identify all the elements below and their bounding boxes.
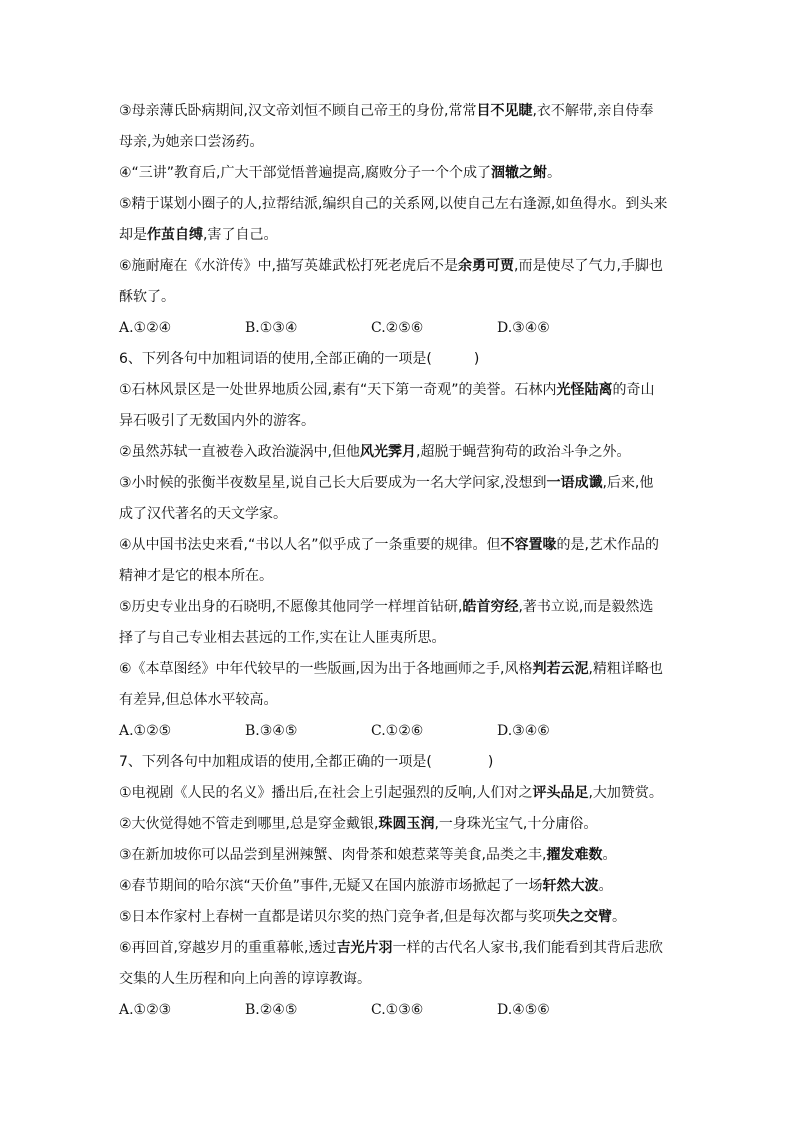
bold-idiom: 珠圆玉润	[378, 816, 435, 832]
text-span: 的是,艺术作品的	[556, 537, 659, 553]
text-span: ③母亲薄氏卧病期间,汉文帝刘恒不顾自己帝王的身份,常常	[119, 103, 477, 119]
q6-sentence-5-line-2: 择了与自己专业相去甚远的工作,实在让人匪夷所思。	[119, 630, 446, 646]
text-span: ,精粗详略也	[588, 661, 663, 677]
bold-idiom: 风光霁月	[360, 444, 416, 460]
bold-idiom: 作茧自缚	[147, 227, 203, 243]
text-span: ,而是使尽了气力,手脚也	[514, 258, 663, 274]
q5-option-b: B.①③④	[245, 320, 298, 336]
text-span: ⑤日本作家村上春树一直都是诺贝尔奖的热门竞争者,但是每次都与奖项	[119, 909, 556, 925]
q6-option-d: D.③④⑥	[497, 723, 550, 739]
q7-option-c: C.①③⑥	[371, 1002, 424, 1018]
q7-option-a: A.①②③	[119, 1002, 172, 1018]
text-span: 。	[612, 909, 626, 925]
q6-sentence-5-line-1	[119, 592, 679, 623]
q6-option-c: C.①②⑥	[371, 723, 424, 739]
q7-option-b: B.②④⑤	[245, 1002, 298, 1018]
text-span: ④“三讲”教育后,广大干部觉悟普遍提高,腐败分子一个个成了	[119, 165, 491, 181]
text-span: ①石林风景区是一处世界地质公园,素有“天下第一奇观”的美誉。石林内	[119, 382, 557, 398]
q5-option-a: A.①②④	[119, 320, 172, 336]
q5-sentence-6-line-1	[119, 251, 679, 282]
q7-sentence-4-line-1	[119, 871, 679, 902]
q6-sentence-2-line-1	[119, 437, 679, 468]
text-span: 。	[602, 847, 617, 863]
text-span: ③小时候的张衡半夜数星星,说自己长大后要成为一名大学问家,没想到	[119, 475, 547, 491]
q7-option-d: D.④⑤⑥	[497, 1002, 550, 1018]
q6-option-a: A.①②⑤	[119, 723, 172, 739]
text-span: 却是	[119, 227, 147, 243]
bold-idiom: 评头品足	[532, 785, 589, 801]
q7-sentence-3-line-1	[119, 840, 679, 871]
q5-sentence-4-line-1	[119, 158, 679, 189]
bold-idiom: 擢发难数	[546, 847, 603, 863]
bold-idiom: 判若云泥	[532, 661, 589, 677]
q5-sentence-6-line-2: 酥软了。	[119, 289, 175, 305]
text-span: ⑥《本草图经》中年代较早的一些版画,因为出于各地画师之手,风格	[119, 661, 533, 677]
bold-idiom: 失之交臂	[556, 909, 612, 925]
bold-idiom: 余勇可贾	[458, 258, 514, 274]
text-span: ④春节期间的哈尔滨“天价鱼”事件,无疑又在国内旅游市场掀起了一场	[119, 878, 543, 894]
bold-idiom: 不容置喙	[500, 537, 557, 553]
q6-option-b: B.③④⑤	[245, 723, 298, 739]
q5-sentence-5-line-1: ⑤精于谋划小圈子的人,拉帮结派,编织自己的关系网,以使自己左右逢源,如鱼得水。到头来	[119, 196, 668, 212]
bold-idiom: 一语成谶	[546, 475, 603, 491]
q5-answer-options	[119, 313, 679, 344]
q5-option-c: C.②⑤⑥	[371, 320, 424, 336]
text-span: ①电视剧《人民的名义》播出后,在社会上引起强烈的反响,人们对之	[119, 785, 533, 801]
text-span: ③在新加坡你可以品尝到星洲辣蟹、肉骨茶和娘惹菜等美食,品类之丰,	[119, 847, 547, 863]
text-span: 。	[546, 165, 561, 181]
q6-sentence-4-line-1	[119, 530, 679, 561]
text-span: 。	[598, 878, 613, 894]
bold-idiom: 轩然大波	[542, 878, 599, 894]
text-span: ,衣不解带,亲自侍奉	[532, 103, 654, 119]
q6-sentence-1-line-1	[119, 375, 679, 406]
bold-idiom: 涸辙之鲋	[490, 165, 547, 181]
bold-idiom: 吉光片羽	[336, 940, 393, 956]
text-span: ,害了自己。	[203, 227, 278, 243]
q5-option-d: D.③④⑥	[497, 320, 550, 336]
q6-sentence-3-line-1	[119, 468, 679, 499]
text-span: ,著书立说,而是毅然选	[518, 599, 654, 615]
q7-sentence-5-line-1	[119, 902, 679, 933]
q6-title: 6、下列各句中加粗词语的使用,全部正确的一项是( )	[119, 351, 480, 367]
q7-title: 7、下列各句中加粗成语的使用,全都正确的一项是( )	[119, 754, 494, 770]
q7-sentence-6-line-2: 交集的人生历程和向上向善的谆谆教诲。	[119, 971, 371, 987]
text-span: ,超脱于蝇营狗苟的政治斗争之外。	[416, 444, 631, 460]
bold-idiom: 皓首穷经	[462, 599, 519, 615]
q6-sentence-4-line-2: 精神才是它的根本所在。	[119, 568, 273, 584]
q6-sentence-6-line-1	[119, 654, 679, 685]
q6-sentence-3-line-2: 成了汉代著名的天文学家。	[119, 506, 287, 522]
q5-sentence-3-line-1	[119, 96, 679, 127]
q6-answer-options	[119, 716, 679, 747]
q7-answer-options	[119, 995, 679, 1026]
text-span: ,大加赞赏。	[588, 785, 663, 801]
q7-sentence-2-line-1	[119, 809, 679, 840]
q7-sentence-6-line-1	[119, 933, 679, 964]
text-span: ⑥施耐庵在《水浒传》中,描写英雄武松打死老虎后不是	[119, 258, 458, 274]
q6-sentence-1-line-2: 异石吸引了无数国内外的游客。	[119, 413, 315, 429]
text-span: ,后来,他	[602, 475, 654, 491]
q5-sentence-3-line-2: 母亲,为她亲口尝汤药。	[119, 134, 264, 150]
text-span: ,一身珠光宝气,十分庸俗。	[434, 816, 598, 832]
text-span: ②大伙觉得她不管走到哪里,总是穿金戴银,	[119, 816, 379, 832]
q5-sentence-5-line-2	[119, 220, 679, 251]
text-span: ⑥再回首,穿越岁月的重重幕帐,透过	[119, 940, 337, 956]
text-span: ⑤历史专业出身的石晓明,不愿像其他同学一样埋首钻研,	[119, 599, 463, 615]
bold-idiom: 目不见睫	[476, 103, 533, 119]
text-span: 一样的古代名人家书,我们能看到其背后悲欣	[392, 940, 663, 956]
text-span: 的奇山	[612, 382, 655, 398]
text-span: ④从中国书法史来看,“书以人名”似乎成了一条重要的规律。但	[119, 537, 501, 553]
q6-sentence-6-line-2: 有差异,但总体水平较高。	[119, 692, 278, 708]
bold-idiom: 光怪陆离	[556, 382, 613, 398]
document-body	[119, 96, 679, 1026]
q7-sentence-1-line-1	[119, 778, 679, 809]
text-span: ②虽然苏轼一直被卷入政治漩涡中,但他	[119, 444, 360, 460]
